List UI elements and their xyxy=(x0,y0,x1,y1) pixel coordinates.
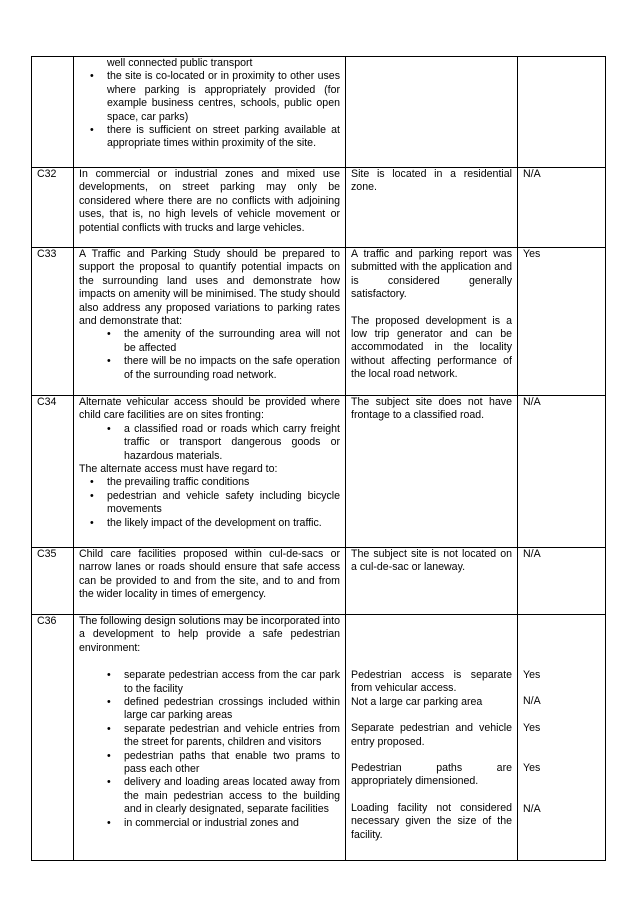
compliance-value: Yes xyxy=(523,669,541,681)
comment-text: The subject site does not have frontage to a classified road. xyxy=(346,396,518,548)
table-row xyxy=(32,396,606,548)
list-item-continued: well connected public transport xyxy=(107,57,253,69)
control-list xyxy=(124,669,340,830)
compliance-value: Yes xyxy=(518,248,606,396)
control-text: Alternate vehicular access should be provided where child care facilities are on sites fronting: xyxy=(79,396,340,422)
control-id: C32 xyxy=(32,168,74,248)
control-cell xyxy=(74,248,346,396)
comment-text: A traffic and parking report was submitted with the application and is considered generally satisfactory. xyxy=(351,248,512,301)
list-item: • defined pedestrian crossings included within large car parking areas xyxy=(124,696,340,723)
comment-text: Site is located in a residential zone. xyxy=(346,168,518,248)
control-id: C35 xyxy=(32,548,74,615)
list-item: • there will be no impacts on the safe operation of the surrounding road network. xyxy=(124,355,340,382)
control-cell xyxy=(74,57,346,168)
compliance-value: N/A xyxy=(523,695,541,708)
control-text: A Traffic and Parking Study should be prepared to support the proposal to quantify potential impacts on the surrounding land uses and demonstrate how impacts on amenity will be minimised. The study should also address any proposed variations to parking rates and demonstrate that: xyxy=(79,248,340,328)
list-item: • there is sufficient on street parking available at appropriate times within proximity of the site. xyxy=(107,124,340,151)
list-item: • a classified road or roads which carry freight traffic or transport dangerous goods or hazardous materials. xyxy=(124,423,340,463)
list-item: • the site is co-located or in proximity to other uses where parking is appropriately provided (for example business centres, schools, public open space, car parks) xyxy=(107,70,340,124)
comment-cell xyxy=(346,57,518,168)
comment-text: The subject site is not located on a cul-de-sac or laneway. xyxy=(346,548,518,615)
list-item: • the likely impact of the development on traffic. xyxy=(107,517,340,530)
control-text: In commercial or industrial zones and mixed use developments, on street parking may only be considered where there are no conflicts with adjoining uses, that is, no high levels of vehicle movement or potential conflicts with trucks and large vehicles. xyxy=(74,168,346,248)
control-list xyxy=(124,328,340,382)
comment-text: The proposed development is a low trip generator and can be accommodated in the locality without affecting performance of the local road network. xyxy=(351,314,512,381)
list-item: • in commercial or industrial zones and xyxy=(124,817,340,830)
table-row xyxy=(32,615,606,861)
table-row xyxy=(32,168,606,248)
comment-text: Pedestrian paths are appropriately dimensioned. xyxy=(351,762,512,788)
comment-cell xyxy=(346,248,518,396)
compliance-cell xyxy=(518,615,606,861)
table-row xyxy=(32,248,606,396)
list-item: • delivery and loading areas located away from the main pedestrian access to the building and in clearly designated, separate facilities xyxy=(124,776,340,816)
list-item: • pedestrian and vehicle safety including bicycle movements xyxy=(107,490,340,517)
comment-text: Loading facility not considered necessary given the size of the facility. xyxy=(351,801,512,841)
comment-text: Not a large car parking area xyxy=(351,695,483,708)
comment-cell xyxy=(346,615,518,861)
list-item: • separate pedestrian access from the car park to the facility xyxy=(124,669,340,696)
control-list xyxy=(107,476,340,530)
control-list xyxy=(107,57,340,151)
control-text: The alternate access must have regard to: xyxy=(79,463,278,476)
compliance-table xyxy=(31,56,606,861)
control-text: Child care facilities proposed within cul-de-sacs or narrow lanes or roads should ensure that safe access can be provided to and from the site, and to and from the wider locality in times of emergency. xyxy=(74,548,346,615)
compliance-value: N/A xyxy=(518,168,606,248)
compliance-value: N/A xyxy=(518,548,606,615)
control-id-cell xyxy=(32,57,74,168)
comment-text: Pedestrian access is separate from vehicular access. xyxy=(351,669,512,695)
compliance-value: N/A xyxy=(523,802,541,815)
compliance-value: Yes xyxy=(523,762,541,775)
control-id: C34 xyxy=(32,396,74,548)
table-row xyxy=(32,548,606,615)
compliance-value: Yes xyxy=(523,721,541,734)
compliance-value: N/A xyxy=(518,396,606,548)
control-cell xyxy=(74,615,346,861)
list-item: • separate pedestrian and vehicle entries from the street for parents, children and visitors xyxy=(124,723,340,750)
control-cell xyxy=(74,396,346,548)
comment-text: Separate pedestrian and vehicle entry proposed. xyxy=(351,722,512,748)
list-item: • pedestrian paths that enable two prams to pass each other xyxy=(124,750,340,777)
control-text: The following design solutions may be incorporated into a development to help provide a safe pedestrian environment: xyxy=(79,615,340,654)
control-list xyxy=(124,423,340,463)
list-item: • the prevailing traffic conditions xyxy=(107,476,340,489)
list-item: • the amenity of the surrounding area will not be affected xyxy=(124,328,340,355)
control-id: C33 xyxy=(32,248,74,396)
table-row xyxy=(32,57,606,168)
compliance-cell xyxy=(518,57,606,168)
control-id: C36 xyxy=(32,615,74,861)
